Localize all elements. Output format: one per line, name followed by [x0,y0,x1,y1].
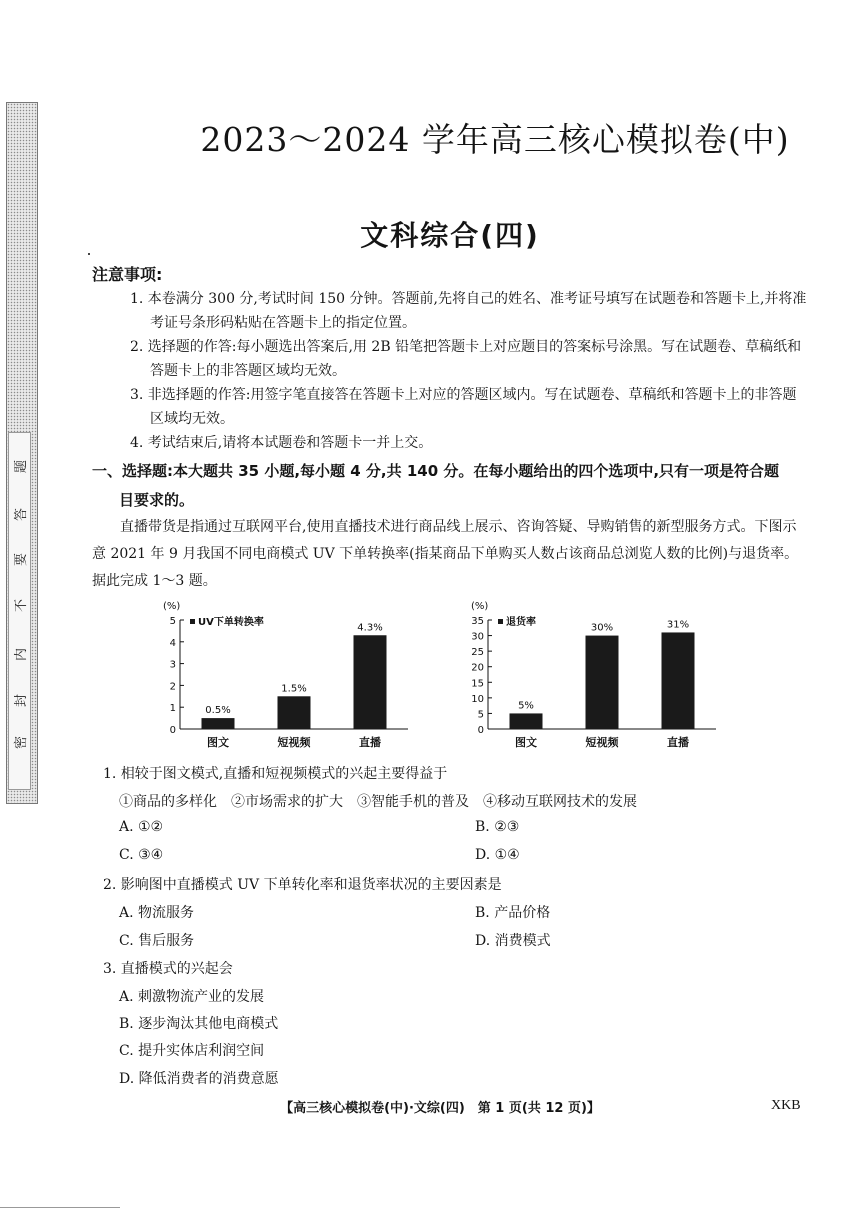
data-label: 1.5% [281,683,307,695]
category-label: 直播 [359,736,381,749]
option-a: A. 刺激物流产业的发展 [119,989,265,1005]
category-label: 直播 [667,736,689,749]
section-heading-line: 目要求的。 [119,491,195,509]
bar [510,713,543,729]
option-b: B. 产品价格 [475,905,551,921]
y-tick-label: 30 [471,631,484,643]
question-statements: ①商品的多样化 ②市场需求的扩大 ③智能手机的普及 ④移动互联网技术的发展 [119,794,637,810]
legend-label: UV下单转换率 [198,617,264,628]
data-label: 5% [518,700,534,712]
chart-svg [160,598,420,756]
option-d: D. 降低消费者的消费意愿 [119,1071,279,1087]
bar [586,636,619,729]
chart-return-rate [468,598,728,756]
seal-char: 要 [14,553,29,567]
page-footer: 【高三核心模拟卷(中)·文综(四) 第 1 页(共 12 页)】 [280,1101,600,1116]
exam-title: 2023～2024 学年高三核心模拟卷(中) [200,120,790,159]
option-d: D. 消费模式 [475,933,551,949]
y-tick-label: 35 [471,616,484,627]
exam-subject-title: 文科综合(四) [360,219,540,252]
seal-line-box [8,432,31,790]
notice-item: 4. 考试结束后,请将本试题卷和答题卡一并上交。 [130,435,433,451]
y-tick-label: 25 [471,647,484,659]
footer-code: XKB [771,1098,801,1113]
y-tick-label: 10 [471,693,484,705]
y-tick-label: 0 [169,725,176,736]
legend-label: 退货率 [506,617,536,628]
data-label: 31% [666,619,690,631]
data-label: 0.5% [205,705,231,717]
y-tick-label: 5 [477,709,484,721]
scan-edge-line [0,1207,120,1208]
y-tick-label: 2 [169,681,176,693]
bar [202,718,235,729]
question-stem: 1. 相较于图文模式,直播和短视频模式的兴起主要得益于 [103,766,448,782]
legend-swatch [498,619,503,624]
notice-item: 3. 非选择题的作答:用签字笔直接答在答题卡上对应的答题区域内。写在试题卷、草稿纸和答题卡上的非答题区域均无效。 [130,387,797,427]
seal-char: 内 [14,648,29,662]
seal-char: 题 [14,460,29,474]
y-tick-label: 3 [169,659,176,671]
seal-char: 封 [14,694,29,708]
option-a: A. ①② [119,819,164,835]
question-stem: 2. 影响图中直播模式 UV 下单转化率和退货率状况的主要因素是 [103,877,502,893]
data-label: 30% [590,622,614,634]
notice-item: 2. 选择题的作答:每小题选出答案后,用 2B 铅笔把答题卡上对应题目的答案标号涂黑。写在试题卷、草稿纸和答题卡上的非答题区域均无效。 [130,339,802,379]
option-b: B. 逐步淘汰其他电商模式 [119,1016,279,1032]
y-tick-label: 4 [169,637,176,649]
category-label: 图文 [207,736,229,749]
category-label: 图文 [515,736,537,749]
seal-char: 密 [14,736,29,750]
seal-char: 答 [14,508,29,522]
option-b: B. ②③ [475,819,520,835]
notice-item: 1. 本卷满分 300 分,考试时间 150 分钟。答题前,先将自己的姓名、准考证号填写在试题卷和答题卡上,并将准考证号条形码粘贴在答题卡上的指定位置。 [130,291,807,331]
y-tick-label: 0 [477,725,484,736]
option-a: A. 物流服务 [119,905,195,921]
section-heading-line: 一、选择题:本大题共 35 小题,每小题 4 分,共 140 分。在每小题给出的四个选项中,只有一项是符合题 [92,462,780,480]
chart-svg [468,598,728,756]
question-stem: 3. 直播模式的兴起会 [103,961,233,977]
y-tick-label: 1 [169,703,176,715]
option-d: D. ①④ [475,847,520,863]
option-c: C. 提升实体店利润空间 [119,1043,265,1059]
chart-uv-conversion [160,598,420,756]
option-c: C. 售后服务 [119,933,195,949]
y-axis-unit-label: (%) [163,601,181,612]
y-tick-label: 20 [471,662,484,674]
seal-line-text [9,433,30,789]
section-heading [92,457,810,515]
material-paragraph: 直播带货是指通过互联网平台,使用直播技术进行商品线上展示、咨询答疑、导购销售的新型服务方式。下图示意 2021 年 9 月我国不同电商模式 UV 下单转换率(指某商品下单购买人数占该商品总浏览人数的比例)与退货率。据此完成 1～3 题。 [92,519,799,589]
bar [278,696,311,729]
seal-char: 不 [14,599,29,613]
bar [662,632,695,729]
bar [354,635,387,729]
y-tick-label: 15 [471,678,484,690]
data-label: 4.3% [357,622,383,634]
category-label: 短视频 [585,736,619,749]
notice-heading: 注意事项: [92,265,163,284]
y-tick-label: 5 [169,616,176,627]
category-label: 短视频 [277,736,311,749]
y-axis-unit-label: (%) [471,601,489,612]
notice-list [130,287,810,455]
legend-swatch [190,619,195,624]
option-c: C. ③④ [119,847,164,863]
